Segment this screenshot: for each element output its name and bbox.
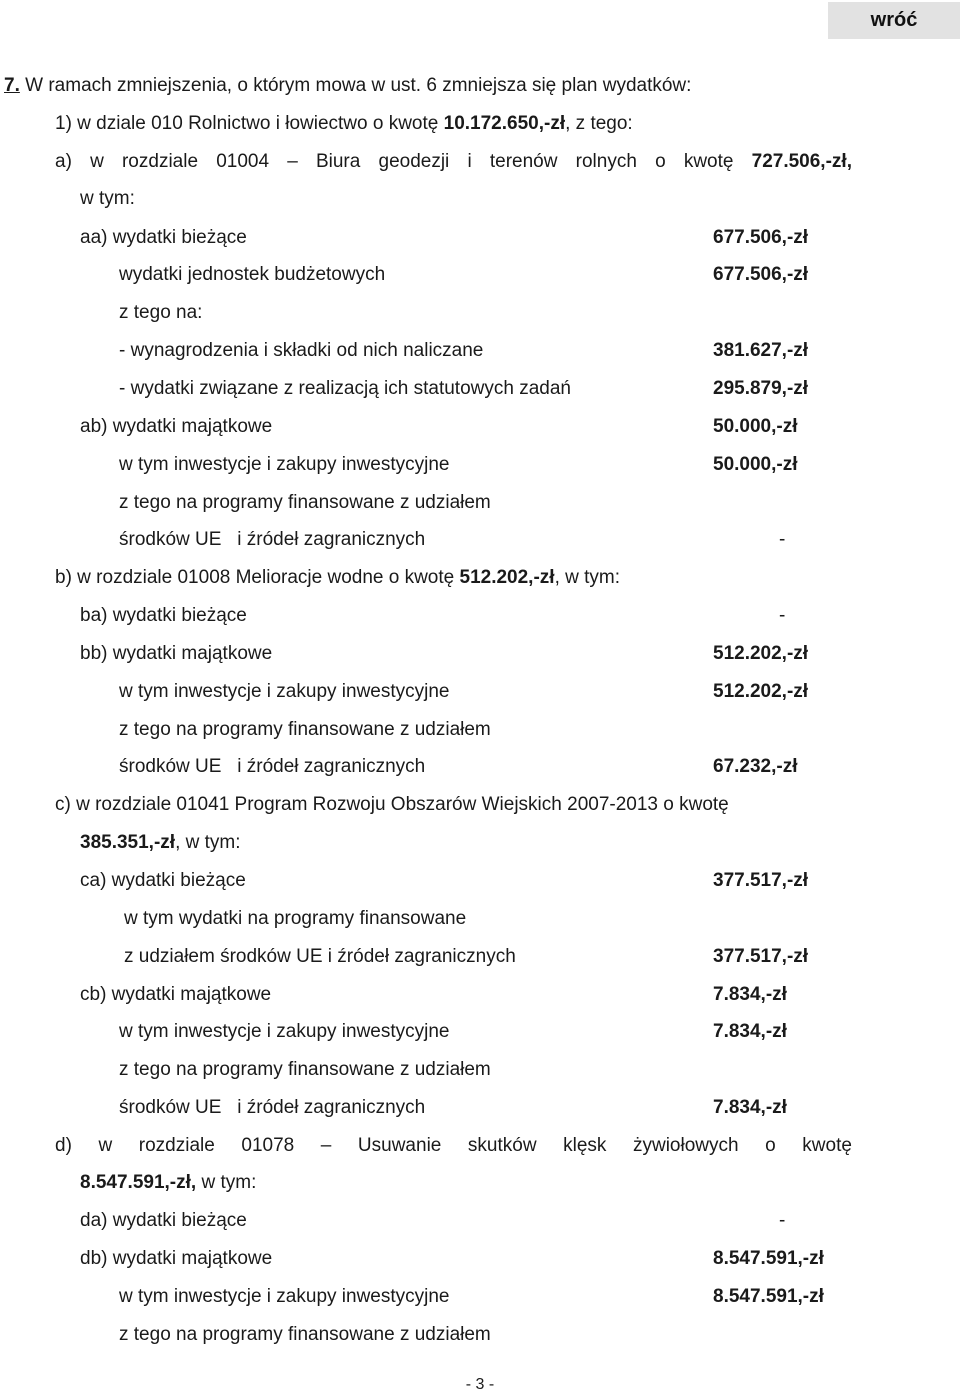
section-b-heading: b) w rozdziale 01008 Melioracje wodne o kwotę 512.202,-zł, w tym: bbox=[55, 567, 621, 588]
row-value: - bbox=[779, 529, 786, 550]
row-label: da) wydatki bieżące bbox=[80, 1210, 247, 1231]
row-label: w tym inwestycje i zakupy inwestycyjne bbox=[119, 681, 450, 702]
section-d-amount: 8.547.591,-zł, w tym: bbox=[80, 1172, 257, 1193]
row-db bbox=[0, 1244, 960, 1274]
row-label: ab) wydatki majątkowe bbox=[80, 416, 273, 437]
row-label: środków UE i źródeł zagranicznych bbox=[119, 529, 426, 550]
heading-word: a) bbox=[55, 151, 72, 172]
row-bb bbox=[0, 639, 960, 669]
row-label: bb) wydatki majątkowe bbox=[80, 643, 273, 664]
row-label: db) wydatki majątkowe bbox=[80, 1248, 273, 1269]
row-aa bbox=[0, 223, 960, 253]
heading-word: rozdziale bbox=[138, 1135, 215, 1156]
row-label: w tym inwestycje i zakupy inwestycyjne bbox=[119, 1021, 450, 1042]
heading-word: skutków bbox=[467, 1135, 537, 1156]
row-value: 7.834,-zł bbox=[713, 1021, 787, 1042]
row-d-programy: z tego na programy finansowane z udziałem bbox=[119, 1324, 491, 1345]
row-value: 295.879,-zł bbox=[713, 378, 809, 399]
heading-word: żywiołowych bbox=[632, 1135, 739, 1156]
row-ab bbox=[0, 412, 960, 442]
heading-word: o bbox=[655, 151, 666, 172]
row-value: 7.834,-zł bbox=[713, 984, 787, 1005]
heading-word: geodezji bbox=[378, 151, 450, 172]
row-label: - wynagrodzenia i składki od nich naliczane bbox=[119, 340, 484, 361]
row-value: 512.202,-zł bbox=[713, 681, 809, 702]
row-label: wydatki jednostek budżetowych bbox=[119, 264, 386, 285]
item-text: W ramach zmniejszenia, o którym mowa w ust. 6 zmniejsza się plan wydatków: bbox=[19, 75, 692, 96]
row-value: 7.834,-zł bbox=[713, 1097, 787, 1118]
heading-word: klęsk bbox=[563, 1135, 607, 1156]
heading-word: w bbox=[98, 1135, 113, 1156]
row-label: ba) wydatki bieżące bbox=[80, 605, 247, 626]
heading-word: 01004 bbox=[216, 151, 270, 172]
heading-word: rozdziale bbox=[121, 151, 199, 172]
row-value: - bbox=[779, 605, 786, 626]
row-value: 677.506,-zł bbox=[713, 227, 809, 248]
section-c-heading: c) w rozdziale 01041 Program Rozwoju Obszarów Wiejskich 2007-2013 o kwotę bbox=[55, 794, 729, 815]
dzial-amount: 10.172.650,-zł bbox=[443, 113, 566, 134]
row-jb bbox=[0, 260, 960, 290]
row-ba bbox=[0, 601, 960, 631]
row-z-tego-na: z tego na: bbox=[119, 302, 203, 323]
row-label: środków UE i źródeł zagranicznych bbox=[119, 756, 426, 777]
row-value: 512.202,-zł bbox=[713, 643, 809, 664]
item-number: 7. bbox=[4, 75, 20, 96]
heading-word: i bbox=[467, 151, 472, 172]
heading-word: terenów bbox=[489, 151, 558, 172]
row-a-inwestycje bbox=[0, 450, 960, 480]
row-label: środków UE i źródeł zagranicznych bbox=[119, 1097, 426, 1118]
row-value: 8.547.591,-zł bbox=[713, 1286, 824, 1307]
section-d-heading bbox=[0, 1131, 960, 1161]
row-label: ca) wydatki bieżące bbox=[80, 870, 246, 891]
heading-word: Biura bbox=[315, 151, 361, 172]
row-d-inwestycje bbox=[0, 1282, 960, 1312]
row-c-inwestycje bbox=[0, 1017, 960, 1047]
row-b-ue bbox=[0, 752, 960, 782]
row-cb bbox=[0, 980, 960, 1010]
row-value: 377.517,-zł bbox=[713, 946, 809, 967]
heading-word: – bbox=[320, 1135, 332, 1156]
row-value: 67.232,-zł bbox=[713, 756, 798, 777]
heading-word: kwotę bbox=[802, 1135, 852, 1156]
heading-word: rolnych bbox=[575, 151, 637, 172]
row-b-programy: z tego na programy finansowane z udziałem bbox=[119, 719, 491, 740]
row-label: aa) wydatki bieżące bbox=[80, 227, 247, 248]
row-value: 677.506,-zł bbox=[713, 264, 809, 285]
row-label: z udziałem środków UE i źródeł zagranicznych bbox=[124, 946, 516, 967]
row-a-ue bbox=[0, 525, 960, 555]
row-label: cb) wydatki majątkowe bbox=[80, 984, 272, 1005]
section-a-heading bbox=[0, 147, 960, 177]
row-c-ue bbox=[0, 1093, 960, 1123]
row-ca-ue bbox=[0, 942, 960, 972]
heading-word: kwotę bbox=[683, 151, 734, 172]
row-ca bbox=[0, 866, 960, 896]
row-value: 8.547.591,-zł bbox=[713, 1248, 824, 1269]
section-c-amount: 385.351,-zł, w tym: bbox=[80, 832, 241, 853]
heading-word: o bbox=[765, 1135, 776, 1156]
row-value: 50.000,-zł bbox=[713, 416, 798, 437]
row-value: 50.000,-zł bbox=[713, 454, 798, 475]
row-label: w tym inwestycje i zakupy inwestycyjne bbox=[119, 454, 450, 475]
row-a-programy: z tego na programy finansowane z udziałem bbox=[119, 492, 491, 513]
row-da bbox=[0, 1206, 960, 1236]
dzial-010-line: 1) w dziale 010 Rolnictwo i łowiectwo o kwotę 10.172.650,-zł, z tego: bbox=[55, 113, 633, 134]
heading-word: d) bbox=[55, 1135, 72, 1156]
section-a-wtym: w tym: bbox=[80, 188, 135, 209]
row-wynagrodzenia bbox=[0, 336, 960, 366]
row-value: 377.517,-zł bbox=[713, 870, 809, 891]
row-ca-programy: w tym wydatki na programy finansowane bbox=[124, 908, 467, 929]
heading-word: w bbox=[90, 151, 104, 172]
row-zadania bbox=[0, 374, 960, 404]
back-button[interactable]: wróć bbox=[828, 2, 960, 39]
row-value: - bbox=[779, 1210, 786, 1231]
heading-word: 01078 bbox=[241, 1135, 295, 1156]
row-b-inwestycje bbox=[0, 677, 960, 707]
heading-word: – bbox=[287, 151, 298, 172]
item-7-intro bbox=[0, 71, 960, 101]
heading-word: Usuwanie bbox=[357, 1135, 442, 1156]
row-label: w tym inwestycje i zakupy inwestycyjne bbox=[119, 1286, 450, 1307]
row-value: 381.627,-zł bbox=[713, 340, 809, 361]
row-c-programy: z tego na programy finansowane z udziałem bbox=[119, 1059, 491, 1080]
row-label: - wydatki związane z realizacją ich statutowych zadań bbox=[119, 378, 571, 399]
heading-word: 727.506,-zł, bbox=[751, 151, 852, 172]
page-number: - 3 - bbox=[465, 1376, 495, 1393]
